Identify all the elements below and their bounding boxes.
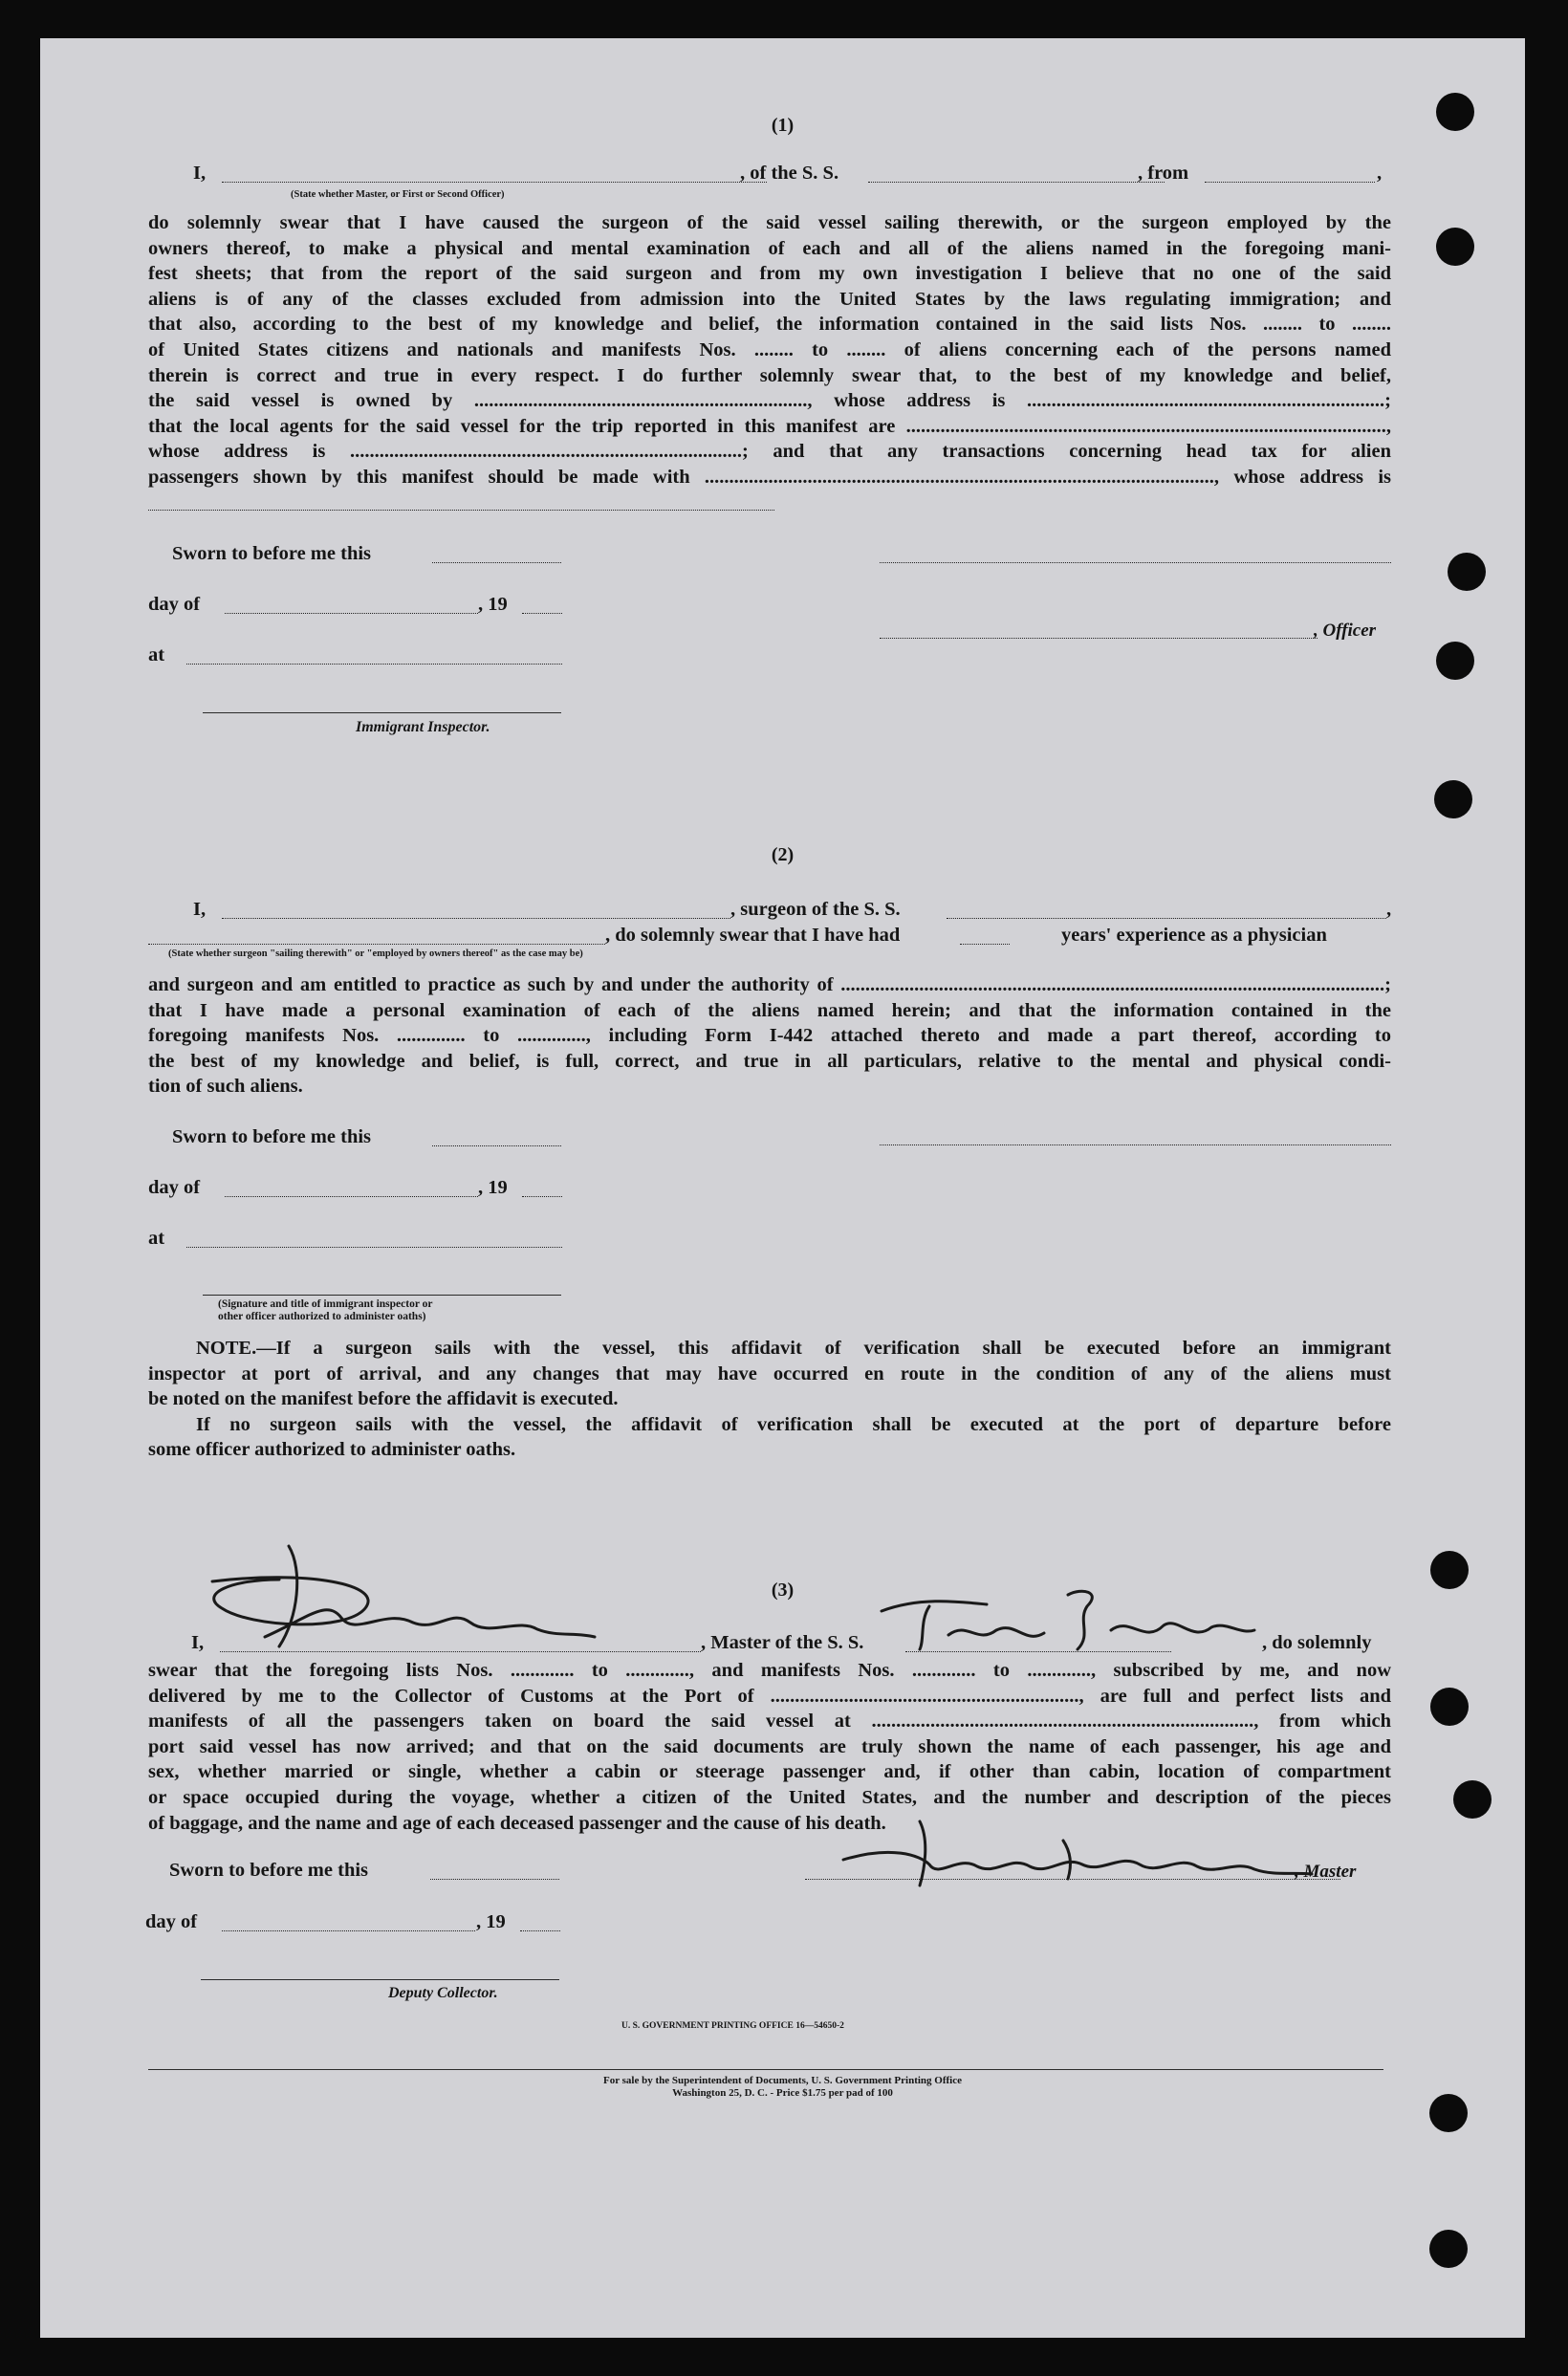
paragraph-line: owners thereof, to make a physical and mental examination of each and all of the aliens named in the foregoing mani- (148, 237, 1391, 259)
year-line (522, 1196, 562, 1197)
paragraph-line: of baggage, and the name and age of each deceased passenger and the cause of his death. (148, 1812, 886, 1834)
officer-name-line-2 (880, 638, 1318, 639)
month-line (225, 613, 478, 614)
section-2-paragraph (148, 972, 1391, 1100)
note-paragraph (148, 1336, 1391, 1463)
surgeon-vessel-line (947, 918, 1386, 919)
section-1-paragraph (148, 210, 1391, 490)
paragraph-line: therein is correct and true in every respect. I do further solemnly swear that, to the best of my knowledge and belief, (148, 364, 1391, 386)
punch-hole (1436, 93, 1474, 131)
master-caption: , Master (1295, 1862, 1357, 1882)
at-place-line (186, 664, 562, 665)
punch-hole (1434, 780, 1472, 818)
master-signature-handwriting (174, 1541, 633, 1656)
officer-signature-line (880, 562, 1391, 563)
solemnly-swear-text: , do solemnly swear that I have had (605, 925, 901, 946)
address-continuation-line (148, 510, 774, 511)
sworn-date-line (432, 1145, 561, 1146)
month-line (222, 1930, 475, 1931)
sale-note-2: Washington 25, D. C. - Price $1.75 per pad of 100 (672, 2087, 893, 2099)
year-label: , 19 (478, 1177, 508, 1198)
at-label: at (148, 644, 165, 665)
paragraph-line: the best of my knowledge and belief, is full, correct, and true in all particulars, relative to the mental and physical condi- (148, 1050, 1391, 1072)
punch-hole (1436, 228, 1474, 266)
footer-rule (148, 2069, 1383, 2070)
surgeon-name-line (222, 918, 730, 919)
paragraph-line: that the local agents for the said vessel for the trip reported in this manifest are .................................................................................................., (148, 415, 1391, 437)
deputy-collector-line (201, 1979, 559, 1980)
from-port-line (1205, 182, 1375, 183)
punch-hole (1429, 2230, 1468, 2268)
sworn-label: Sworn to before me this (172, 543, 372, 564)
sworn-date-line (432, 562, 561, 563)
years-line (960, 944, 1010, 945)
sworn-label: Sworn to before me this (172, 1126, 372, 1147)
years-experience-text: years' experience as a physician (1061, 925, 1327, 946)
immigrant-inspector-caption: Immigrant Inspector. (356, 719, 490, 735)
master-signature-handwriting-2 (834, 1817, 1331, 1893)
note-line: NOTE.—If a surgeon sails with the vessel, this affidavit of verification shall be executed before an immigrant (196, 1338, 1391, 1359)
do-solemnly-text: , do solemnly (1262, 1632, 1372, 1653)
day-of-label: day of (145, 1911, 198, 1932)
surgeon-of-ss: , surgeon of the S. S. (730, 899, 901, 920)
note-line: some officer authorized to administer oaths. (148, 1439, 516, 1461)
paragraph-line: tion of such aliens. (148, 1076, 303, 1098)
section-1-number: (1) (771, 115, 795, 136)
section-1-comma: , (1377, 163, 1383, 184)
sworn-date-line (430, 1879, 559, 1880)
paragraph-line: manifests of all the passengers taken on board the said vessel at .............................................................................., from which (148, 1711, 1391, 1733)
section-3-oath-i: I, (191, 1632, 205, 1653)
master-of-ss: , Master of the S. S. (701, 1632, 864, 1653)
punch-hole (1430, 1688, 1469, 1726)
form-page (40, 38, 1525, 2338)
punch-hole (1430, 1551, 1469, 1589)
paragraph-line: swear that the foregoing lists Nos. ............. to ............., and manifests Nos. ............. to ............., subscribed by me, and now (148, 1660, 1391, 1681)
officer-name-line (222, 182, 767, 183)
paragraph-line: that I have made a personal examination of each of the aliens named herein; and that the information contained in the (148, 999, 1391, 1021)
sworn-label: Sworn to before me this (169, 1860, 369, 1881)
paragraph-line: port said vessel has now arrived; and that on the said documents are truly shown the name of each passenger, his age and (148, 1735, 1391, 1757)
note-line: inspector at port of arrival, and any changes that may have occurred en route in the condition of any of the aliens must (148, 1362, 1391, 1384)
section-1-of-ss: , of the S. S. (740, 163, 839, 184)
section-3-number: (3) (771, 1580, 795, 1601)
section-1-from: , from (1138, 163, 1189, 184)
deputy-collector-caption: Deputy Collector. (388, 1985, 498, 2001)
year-label: , 19 (478, 594, 508, 615)
surgeon-type-note: (State whether surgeon "sailing therewith" or "employed by owners thereof" as the case may be) (168, 948, 583, 959)
section-2-oath-i: I, (193, 899, 207, 920)
officer-type-note: (State whether Master, or First or Second Officer) (291, 189, 505, 200)
paragraph-line: passengers shown by this manifest should be made with ........................................................................................................, whose address is (148, 466, 1391, 488)
paragraph-line: the said vessel is owned by ...................................................................., whose address is .........................................................................; (148, 390, 1391, 412)
oath-officer-signature-line (203, 1295, 561, 1296)
punch-hole (1453, 1780, 1492, 1819)
paragraph-line: or space occupied during the voyage, whether a citizen of the United States, and the number and description of the pieces (148, 1786, 1391, 1808)
paragraph-line: whose address is ................................................................................; and that any transactions concerning head tax for alien (148, 441, 1391, 463)
year-label: , 19 (476, 1911, 506, 1932)
punch-hole (1448, 553, 1486, 591)
gpo-imprint: U. S. GOVERNMENT PRINTING OFFICE 16—54650-2 (621, 2021, 844, 2031)
at-place-line (186, 1247, 562, 1248)
surgeon-signature-line (880, 1144, 1391, 1145)
paragraph-line: and surgeon and am entitled to practice as such by and under the authority of ...............................................................................................................; (148, 974, 1391, 995)
section-2-comma: , (1386, 899, 1392, 920)
vessel-name-handwriting (872, 1578, 1293, 1659)
year-line (520, 1930, 560, 1931)
section-2-number: (2) (771, 844, 795, 865)
day-of-label: day of (148, 594, 201, 615)
inspector-signature-line (203, 712, 561, 713)
paragraph-line: aliens is of any of the classes excluded from admission into the United States by the laws regulating immigration; and (148, 288, 1391, 310)
year-line (522, 613, 562, 614)
at-label: at (148, 1228, 165, 1249)
surgeon-type-line (148, 944, 605, 945)
vessel-name-line (868, 182, 1165, 183)
paragraph-line: do solemnly swear that I have caused the surgeon of the said vessel sailing therewith, or the surgeon employed by the (148, 212, 1391, 233)
month-line (225, 1196, 478, 1197)
section-3-paragraph (148, 1658, 1391, 1836)
paragraph-line: sex, whether married or single, whether a cabin or steerage passenger and, if other than cabin, location of compartment (148, 1761, 1391, 1783)
section-1-oath-i: I, (193, 163, 207, 184)
punch-hole (1436, 642, 1474, 680)
punch-hole (1429, 2094, 1468, 2132)
sale-note-1: For sale by the Superintendent of Documents, U. S. Government Printing Office (603, 2075, 962, 2086)
signature-note-1: (Signature and title of immigrant inspector or (218, 1298, 433, 1310)
signature-note-2: other officer authorized to administer oaths) (218, 1311, 426, 1322)
paragraph-line: delivered by me to the Collector of Customs at the Port of ..............................................................., are full and perfect lists and (148, 1685, 1391, 1707)
note-line: If no surgeon sails with the vessel, the affidavit of verification shall be executed at the port of departure before (196, 1413, 1391, 1435)
officer-caption: , Officer (1314, 621, 1377, 641)
paragraph-line: that also, according to the best of my knowledge and belief, the information contained in the said lists Nos. ........ to ........ (148, 314, 1391, 336)
paragraph-line: fest sheets; that from the report of the said surgeon and from my own investigation I believe that no one of the said (148, 263, 1391, 285)
paragraph-line: of United States citizens and nationals and manifests Nos. ........ to ........ of aliens concerning each of the persons named (148, 338, 1391, 360)
note-line: be noted on the manifest before the affidavit is executed. (148, 1388, 619, 1410)
paragraph-line: foregoing manifests Nos. .............. to .............., including Form I-442 attached thereto and made a part thereof, according to (148, 1025, 1391, 1047)
day-of-label: day of (148, 1177, 201, 1198)
